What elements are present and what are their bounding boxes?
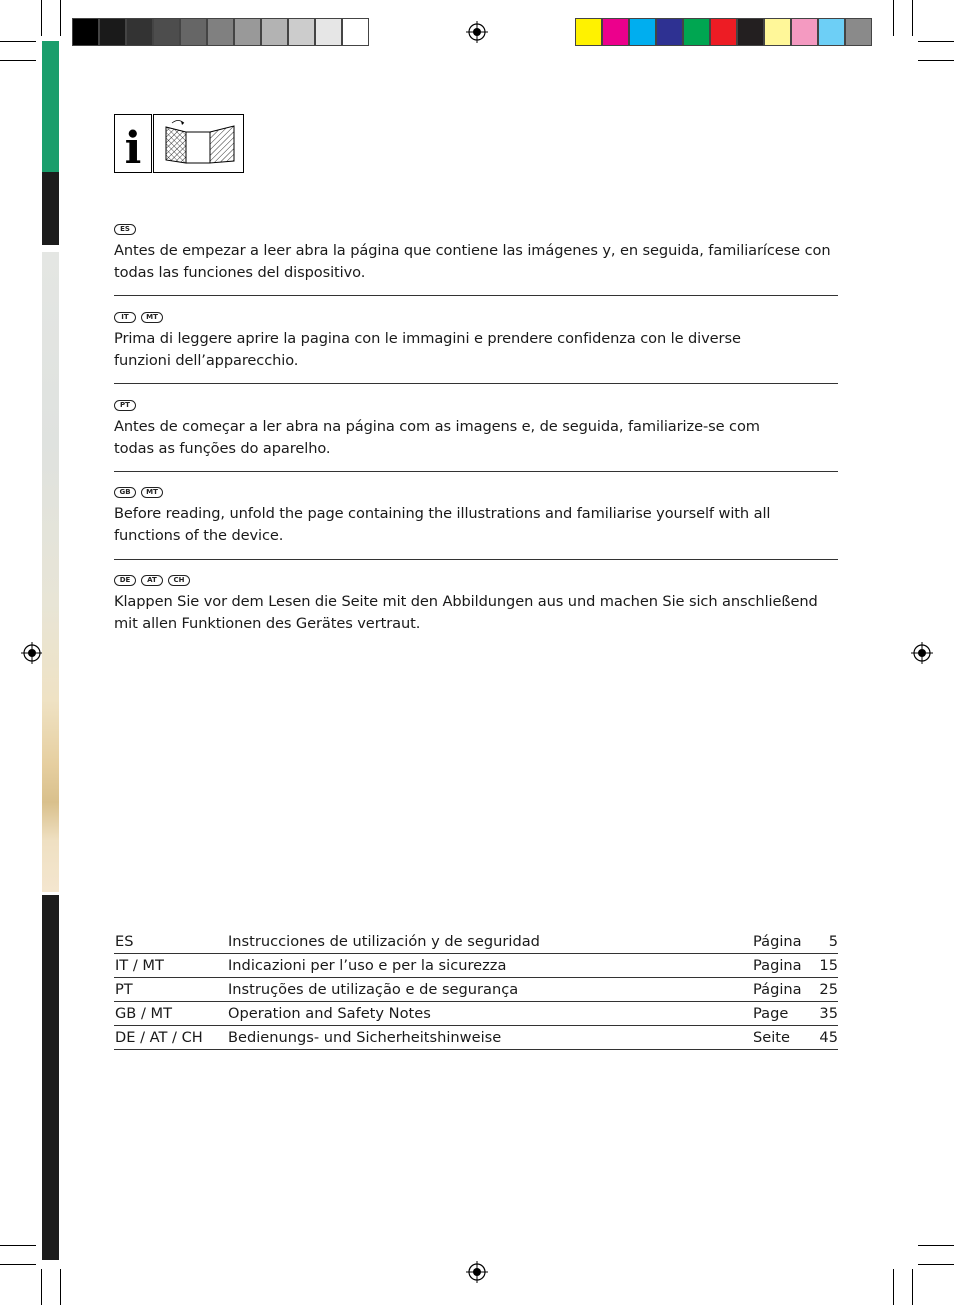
language-badge: DE (114, 575, 136, 586)
crop-mark (918, 1245, 954, 1246)
divider (114, 559, 838, 560)
color-swatch (602, 18, 629, 46)
color-swatch (737, 18, 764, 46)
color-swatch (818, 18, 845, 46)
instruction-text: Klappen Sie vor dem Lesen die Seite mit den Abbildungen aus und machen Sie sich anschließend mit allen Funktionen des Gerätes vertraut. (114, 593, 818, 632)
language-badge: MT (141, 312, 163, 323)
color-swatch (710, 18, 737, 46)
section-it-mt (114, 312, 838, 372)
table-row (114, 954, 838, 978)
color-swatch (683, 18, 710, 46)
side-strip-photo (42, 252, 59, 892)
color-swatch (342, 18, 369, 46)
color-swatch (315, 18, 342, 46)
crop-mark (0, 41, 36, 42)
color-swatch (207, 18, 234, 46)
divider (114, 383, 838, 384)
grayscale-color-bar (72, 18, 369, 46)
crop-mark (912, 1269, 913, 1305)
toc-title: Bedienungs- und Sicherheitshinweise (228, 1029, 502, 1046)
toc-title: Instrucciones de utilización y de seguridad (228, 933, 540, 950)
color-swatch (72, 18, 99, 46)
toc-language-code: ES (115, 933, 134, 950)
color-swatch (845, 18, 872, 46)
instruction-text: Antes de empezar a leer abra la página que contiene las imágenes y, en seguida, familiarícese con todas las funciones del dispositivo. (114, 242, 831, 281)
toc-page-label: Página (753, 933, 802, 950)
color-swatch (126, 18, 153, 46)
toc-page-label: Página (753, 981, 802, 998)
crop-mark (0, 1245, 36, 1246)
language-badges (114, 487, 838, 499)
section-pt (114, 400, 838, 460)
toc-page-label: Pagina (753, 957, 802, 974)
instruction-text: Prima di leggere aprire la pagina con le immagini e prendere confidenza con le diverse funzioni dell’apparecchio. (114, 330, 741, 369)
registration-mark-icon (21, 642, 43, 664)
side-strip-dark (42, 172, 59, 245)
crop-mark (893, 1269, 894, 1305)
toc-page-number: 15 (819, 957, 838, 974)
section-de-at-ch (114, 575, 838, 635)
color-swatch (288, 18, 315, 46)
crop-mark (893, 0, 894, 36)
foldout-page-glyph (154, 115, 243, 172)
crop-mark (912, 0, 913, 36)
language-badges (114, 312, 838, 324)
language-badge: IT (114, 312, 136, 323)
language-badge: AT (141, 575, 163, 586)
table-row (114, 1026, 838, 1050)
toc-language-code: GB / MT (115, 1005, 173, 1022)
color-swatch (153, 18, 180, 46)
process-color-bar (575, 18, 872, 46)
crop-mark (41, 0, 42, 36)
language-badges (114, 224, 838, 236)
table-of-contents (114, 930, 838, 1050)
crop-mark (0, 1264, 36, 1265)
language-badge: MT (141, 487, 163, 498)
info-icon (114, 114, 152, 173)
toc-language-code: IT / MT (115, 957, 164, 974)
color-swatch (791, 18, 818, 46)
toc-page-number: 35 (819, 1005, 838, 1022)
toc-title: Operation and Safety Notes (228, 1005, 431, 1022)
table-row (114, 978, 838, 1002)
crop-mark (918, 41, 954, 42)
toc-page-label: Page (753, 1005, 789, 1022)
section-es (114, 224, 838, 284)
foldout-page-icon (153, 114, 244, 173)
crop-mark (41, 1269, 42, 1305)
crop-mark (918, 1264, 954, 1265)
color-swatch (764, 18, 791, 46)
color-swatch (180, 18, 207, 46)
crop-mark (918, 60, 954, 61)
language-badges (114, 400, 838, 412)
divider (114, 295, 838, 296)
color-swatch (234, 18, 261, 46)
color-swatch (575, 18, 602, 46)
side-strip-green (42, 41, 59, 172)
toc-page-label: Seite (753, 1029, 790, 1046)
toc-page-number: 45 (819, 1029, 838, 1046)
toc-title: Indicazioni per l’uso e per la sicurezza (228, 957, 507, 974)
info-icon-glyph (115, 115, 151, 172)
language-badge: GB (114, 487, 136, 498)
language-badge: ES (114, 224, 136, 235)
language-badge: CH (168, 575, 190, 586)
registration-mark-icon (466, 1261, 488, 1283)
toc-language-code: PT (115, 981, 133, 998)
crop-mark (0, 60, 36, 61)
toc-language-code: DE / AT / CH (115, 1029, 203, 1046)
divider (114, 471, 838, 472)
table-row (114, 1002, 838, 1026)
language-badge: PT (114, 400, 136, 411)
instruction-text: Before reading, unfold the page containing the illustrations and familiarise yourself with all functions of the device. (114, 505, 771, 544)
crop-mark (60, 0, 61, 36)
registration-mark-icon (466, 21, 488, 43)
instruction-text: Antes de começar a ler abra na página com as imagens e, de seguida, familiarize-se com todas as funções do aparelho. (114, 418, 760, 457)
color-swatch (629, 18, 656, 46)
toc-title: Instruções de utilização e de segurança (228, 981, 519, 998)
toc-page-number: 5 (828, 933, 838, 950)
table-row (114, 930, 838, 954)
crop-mark (60, 1269, 61, 1305)
color-swatch (656, 18, 683, 46)
registration-mark-icon (911, 642, 933, 664)
color-swatch (261, 18, 288, 46)
toc-page-number: 25 (819, 981, 838, 998)
color-swatch (99, 18, 126, 46)
language-badges (114, 575, 838, 587)
side-strip-dark-bottom (42, 895, 59, 1260)
section-gb-mt (114, 487, 838, 547)
svg-text:i: i (124, 123, 142, 172)
